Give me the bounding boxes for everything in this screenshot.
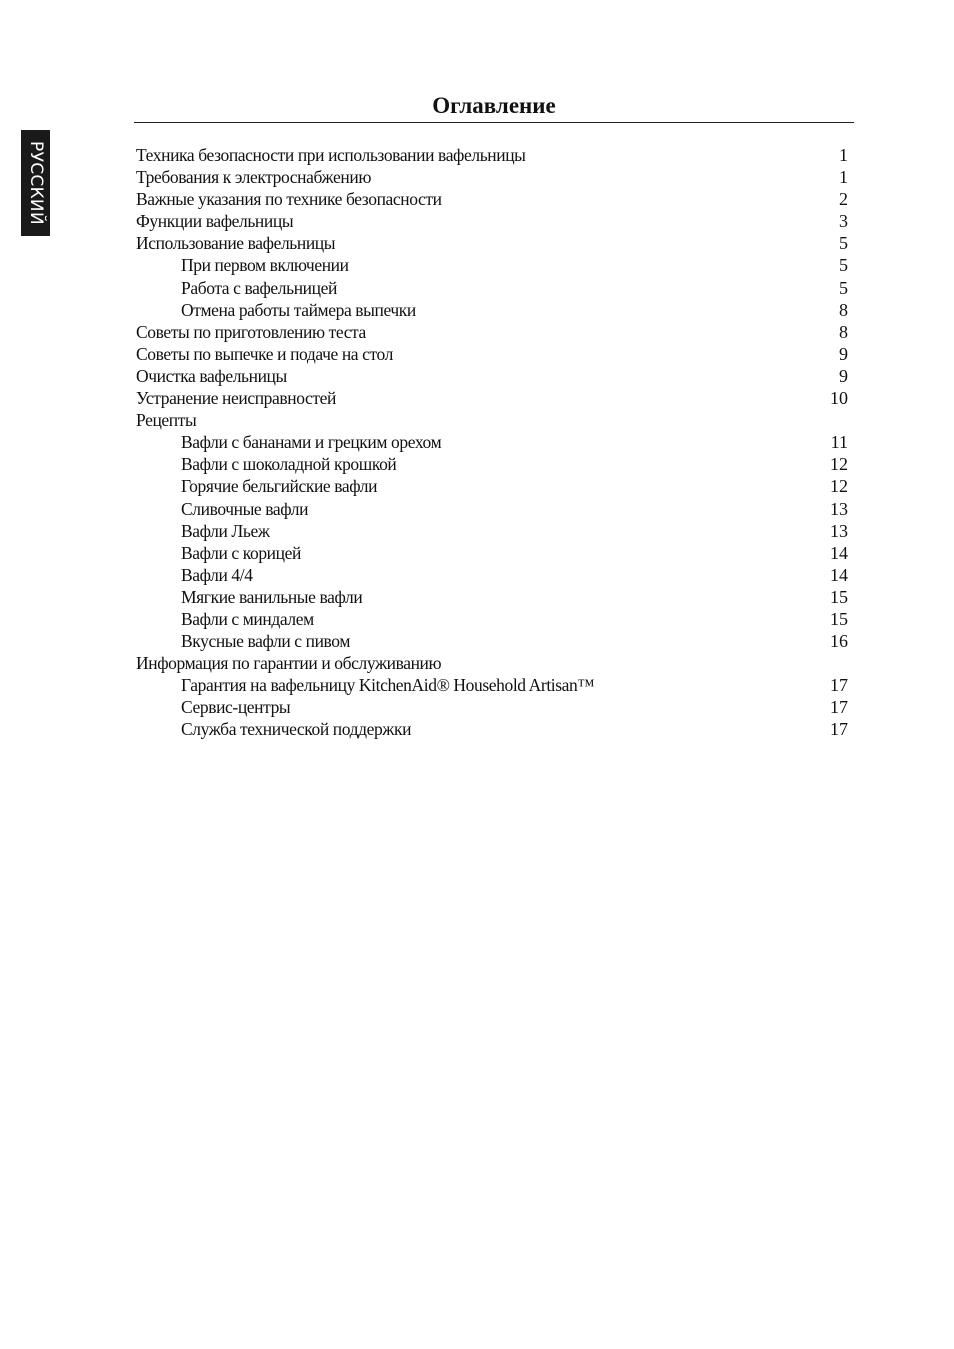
- toc-entry-label: Требования к электроснабжению: [136, 167, 371, 188]
- toc-entry-label: Советы по выпечке и подаче на стол: [136, 343, 393, 364]
- toc-entry-page-number: 9: [839, 365, 848, 386]
- table-of-contents: [136, 144, 848, 741]
- toc-entry: [136, 188, 848, 210]
- toc-entry-page-number: 14: [830, 542, 848, 563]
- toc-entry-label: Советы по приготовлению теста: [136, 321, 366, 342]
- title-divider: [134, 122, 854, 123]
- page-title: Оглавление: [432, 93, 556, 118]
- toc-entry-page-number: 9: [839, 343, 848, 364]
- toc-entry-label: Техника безопасности при использовании вафельницы: [136, 145, 526, 165]
- toc-entry-label: Отмена работы таймера выпечки: [181, 299, 416, 320]
- toc-entry-label: Служба технической поддержки: [181, 719, 412, 740]
- toc-entry-label: Работа с вафельницей: [181, 277, 337, 298]
- toc-entry-label: Устранение неисправностей: [136, 388, 336, 409]
- toc-entry-page-number: 12: [830, 454, 848, 475]
- toc-entry-page-number: 12: [830, 476, 848, 497]
- toc-entry: [136, 210, 848, 232]
- toc-entry: [136, 475, 848, 497]
- toc-entry-label: Вафли с корицей: [181, 542, 301, 563]
- toc-entry-label: Вафли с миндалем: [181, 608, 314, 629]
- toc-entry-page-number: 3: [839, 211, 848, 232]
- toc-entry-page-number: 1: [839, 167, 848, 188]
- toc-entry: [136, 321, 848, 343]
- toc-entry-page-number: 13: [830, 498, 848, 519]
- toc-entry-label: При первом включении: [181, 255, 349, 276]
- toc-entry: [136, 343, 848, 365]
- toc-entry-page-number: 15: [830, 608, 848, 629]
- toc-entry-page-number: 5: [839, 277, 848, 298]
- toc-entry-page-number: 17: [830, 697, 848, 718]
- toc-entry-page-number: 8: [839, 299, 848, 320]
- toc-entry: [136, 696, 848, 718]
- language-side-tab: [21, 130, 50, 236]
- toc-entry: [136, 277, 848, 299]
- toc-entry-page-number: 5: [839, 255, 848, 276]
- toc-entry-label: Сливочные вафли: [181, 498, 309, 519]
- toc-entry: [136, 564, 848, 586]
- toc-entry-page-number: 13: [830, 520, 848, 541]
- toc-entry-page-number: 17: [830, 719, 848, 740]
- toc-entry-label: Сервис-центры: [181, 697, 291, 718]
- toc-entry-page-number: 10: [830, 388, 848, 409]
- toc-entry: [136, 299, 848, 321]
- toc-entry-label: Вкусные вафли с пивом: [181, 631, 350, 652]
- toc-entry-page-number: 11: [830, 432, 848, 453]
- toc-entry-label: Мягкие ванильные вафли: [181, 586, 363, 607]
- toc-entry-label: Вафли 4/4: [181, 564, 253, 585]
- toc-entry: [136, 254, 848, 276]
- toc-entry: [136, 718, 848, 740]
- toc-entry: [136, 232, 848, 254]
- toc-entry: [136, 520, 848, 542]
- toc-entry: [136, 674, 848, 696]
- toc-entry-label: Вафли Льеж: [181, 520, 270, 541]
- toc-entry: [136, 453, 848, 475]
- toc-entry: [136, 586, 848, 608]
- toc-entry-page-number: 14: [830, 564, 848, 585]
- toc-entry: [136, 652, 848, 674]
- toc-entry: [136, 608, 848, 630]
- toc-entry-page-number: 5: [839, 233, 848, 254]
- toc-entry: [136, 409, 848, 431]
- toc-entry: [136, 431, 848, 453]
- toc-entry-page-number: 16: [830, 631, 848, 652]
- toc-entry: [136, 542, 848, 564]
- toc-entry-label: Вафли с шоколадной крошкой: [181, 454, 397, 475]
- toc-entry-page-number: 17: [830, 675, 848, 696]
- toc-entry-label: Функции вафельницы: [136, 211, 294, 232]
- toc-entry: [136, 166, 848, 188]
- toc-entry-label: Гарантия на вафельницу KitchenAid® Household Artisan™: [181, 675, 595, 696]
- toc-entry-label: Использование вафельницы: [136, 233, 336, 254]
- toc-entry-label: Вафли с бананами и грецким орехом: [181, 432, 442, 453]
- toc-entry-label: Важные указания по технике безопасности: [136, 189, 442, 210]
- toc-entry-label: Информация по гарантии и обслуживанию: [136, 653, 442, 674]
- toc-entry-page-number: 8: [839, 321, 848, 342]
- toc-entry: [136, 144, 848, 166]
- toc-entry: [136, 387, 848, 409]
- toc-entry-label: Горячие бельгийские вафли: [181, 476, 378, 497]
- toc-entry-label: Очистка вафельницы: [136, 365, 287, 386]
- toc-entry-page-number: 1: [839, 145, 848, 165]
- toc-entry-page-number: 15: [830, 586, 848, 607]
- toc-entry-label: Рецепты: [136, 410, 197, 431]
- language-side-tab-label: РУССКИЙ: [25, 141, 46, 225]
- toc-entry: [136, 498, 848, 520]
- toc-entry: [136, 365, 848, 387]
- toc-entry: [136, 630, 848, 652]
- toc-entry-page-number: 2: [839, 189, 848, 210]
